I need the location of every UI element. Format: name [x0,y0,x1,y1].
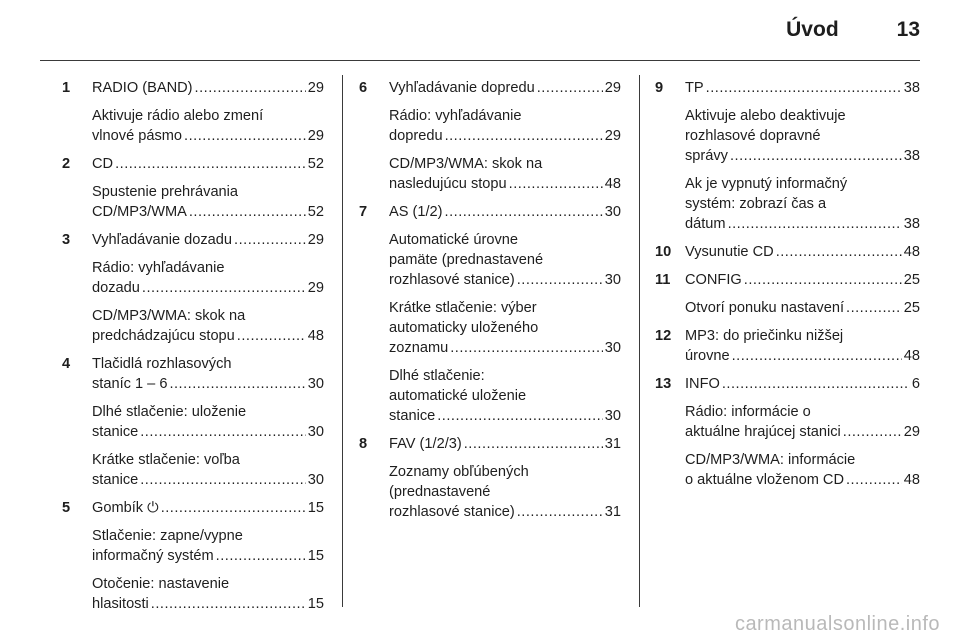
entry-label: správy [685,148,728,164]
entry-text [92,498,324,518]
toc-entry [655,270,920,318]
entry-text [92,106,324,146]
entry-label: nasledujúcu stopu [389,176,507,192]
entry-label: Vysunutie CD [685,244,774,260]
leader-dots [728,214,902,234]
entry-label: Vyhľadávanie dozadu [92,232,233,248]
entry-page-line [685,146,920,166]
entry-number: 7 [359,204,368,220]
entry-label: staníc 1 – 6 [92,376,168,392]
entry-page-ref: 29 [604,128,621,144]
toc-column-3 [655,78,920,490]
entry-text [685,402,920,442]
entry-text [92,230,324,250]
entry-page-ref: 25 [903,272,920,288]
entry-page-line [685,346,920,366]
entry-page-line [389,174,621,194]
entry-label: CD [92,156,114,172]
leader-dots [140,422,306,442]
watermark: carmanualsonline.info [734,613,940,635]
entry-text [92,526,324,566]
entry-line: (prednastavené [389,484,491,500]
entry-page-ref: 30 [604,408,621,424]
toc-entry [359,202,621,426]
entry-page-line [92,594,324,614]
entry-line: Tlačidlá rozhlasových [92,356,232,372]
page-title: Úvod [786,18,839,41]
entry-label: CD/MP3/WMA [92,204,187,220]
entry-number: 6 [359,80,368,96]
entry-page-ref: 30 [307,424,324,440]
toc-entry [62,154,324,222]
entry-number: 8 [359,436,368,452]
entry-text [685,450,920,490]
entry-line: Automatické úrovne [389,232,518,248]
leader-dots [517,270,603,290]
entry-page-ref: 29 [307,280,324,296]
toc-entry [62,78,324,146]
entry-line: Aktivuje alebo deaktivuje [685,108,846,124]
entry-page-line [389,270,621,290]
entry-label: Otvorí ponuku nastavení [685,300,845,316]
entry-text [389,202,621,222]
entry-label: o aktuálne vloženom CD [685,472,844,488]
leader-dots [776,242,902,262]
entry-page-ref: 25 [903,300,920,316]
leader-dots [732,346,902,366]
entry-page-line [685,422,920,442]
entry-line: rozhlasové dopravné [685,128,821,144]
entry-label: AS (1/2) [389,204,443,220]
leader-dots [450,338,603,358]
entry-page-line [685,214,920,234]
toc-column-2 [359,78,621,522]
entry-page-line [685,78,920,98]
entry-text [389,462,621,522]
entry-text [92,450,324,490]
entry-page-line [389,202,621,222]
entry-page-line [92,202,324,222]
toc-entry [359,434,621,522]
leader-dots [706,78,902,98]
entry-label: CONFIG [685,272,742,288]
entry-page-ref: 15 [307,596,324,612]
entry-label: predchádzajúcu stopu [92,328,235,344]
entry-text [92,154,324,174]
entry-text [92,354,324,394]
entry-text [685,78,920,98]
entry-page-line [92,498,324,518]
entry-page-ref: 29 [604,80,621,96]
leader-dots [237,326,306,346]
entry-page-line [389,502,621,522]
toc-entry [655,326,920,366]
leader-dots [722,374,910,394]
entry-text [685,270,920,290]
header-rule [40,60,920,61]
leader-dots [464,434,603,454]
entry-page-line [685,270,920,290]
entry-page-ref: 52 [307,156,324,172]
entry-text [685,298,920,318]
entry-line: Rádio: vyhľadávanie [389,108,522,124]
entry-line: Krátke stlačenie: výber [389,300,537,316]
toc-entry [62,354,324,490]
entry-page-ref: 48 [604,176,621,192]
entry-page-line [92,126,324,146]
entry-page-ref: 15 [307,548,324,564]
entry-page-line [389,338,621,358]
entry-line: Ak je vypnutý informačný [685,176,848,192]
column-divider [342,75,343,607]
leader-dots [537,78,603,98]
entry-text [685,174,920,234]
entry-label: stanice [92,424,139,440]
entry-label: vlnové pásmo [92,128,183,144]
entry-number: 10 [655,244,672,260]
entry-number: 1 [62,80,71,96]
toc-entry [359,78,621,194]
entry-line: Rádio: vyhľadávanie [92,260,225,276]
leader-dots [140,470,306,490]
entry-page-ref: 29 [307,128,324,144]
entry-line: Dlhé stlačenie: [389,368,485,384]
toc-entry [655,78,920,234]
leader-dots [161,498,306,518]
leader-dots [234,230,306,250]
entry-page-ref: 30 [604,272,621,288]
entry-label: dozadu [92,280,140,296]
leader-dots [151,594,306,614]
entry-line: automaticky uloženého [389,320,539,336]
entry-page-ref: 30 [604,340,621,356]
entry-label: úrovne [685,348,730,364]
entry-label: hlasitosti [92,596,149,612]
leader-dots [169,374,305,394]
entry-page-line [389,406,621,426]
entry-page-line [92,78,324,98]
leader-dots [509,174,603,194]
entry-number: 12 [655,328,672,344]
entry-page-line [92,422,324,442]
entry-number: 3 [62,232,71,248]
entry-page-ref: 29 [903,424,920,440]
leader-dots [445,126,603,146]
entry-page-ref: 52 [307,204,324,220]
leader-dots [437,406,603,426]
leader-dots [843,422,902,442]
entry-text [92,182,324,222]
entry-text [685,106,920,166]
page-header [786,18,920,48]
toc-column-1 [62,78,324,614]
entry-page-line [685,298,920,318]
entry-page-ref: 31 [604,436,621,452]
entry-line: pamäte (prednastavené [389,252,544,268]
entry-label: stanice [92,472,139,488]
entry-label: aktuálne hrajúcej stanici [685,424,841,440]
entry-line: Dlhé stlačenie: uloženie [92,404,247,420]
leader-dots [184,126,306,146]
entry-label: rozhlasové stanice) [389,504,515,520]
entry-page-ref: 48 [903,472,920,488]
entry-number: 9 [655,80,664,96]
entry-text [685,326,920,366]
entry-page-ref: 48 [903,348,920,364]
entry-page-ref: 29 [307,232,324,248]
entry-text [685,242,920,262]
entry-number: 5 [62,500,71,516]
entry-text [389,78,621,98]
leader-dots [517,502,603,522]
entry-label: Vyhľadávanie dopredu [389,80,535,96]
toc-entry [655,374,920,490]
leader-dots [730,146,902,166]
entry-page-ref: 30 [307,376,324,392]
entry-text [92,306,324,346]
entry-text [685,374,920,394]
entry-text [389,154,621,194]
entry-page-line [92,374,324,394]
entry-page-ref: 31 [604,504,621,520]
entry-label: INFO [685,376,720,392]
entry-text [389,106,621,146]
entry-text [92,258,324,298]
entry-line: systém: zobrazí čas a [685,196,827,212]
entry-page-ref: 38 [903,80,920,96]
entry-text [389,434,621,454]
entry-line: Aktivuje rádio alebo zmení [92,108,264,124]
entry-label: informačný systém [92,548,214,564]
entry-label: dátum [685,216,726,232]
entry-page-line [685,470,920,490]
column-divider [639,75,640,607]
entry-line: Zoznamy obľúbených [389,464,529,480]
entry-page-line [92,154,324,174]
leader-dots [445,202,603,222]
entry-number: 4 [62,356,71,372]
leader-dots [142,278,306,298]
entry-line: CD/MP3/WMA: informácie [685,452,856,468]
entry-page-ref: 6 [911,376,920,392]
entry-label: dopredu [389,128,443,144]
entry-number: 13 [655,376,672,392]
entry-page-ref: 38 [903,216,920,232]
entry-page-line [389,126,621,146]
toc-entry [655,242,920,262]
entry-page-line [389,78,621,98]
entry-line: automatické uloženie [389,388,527,404]
entry-page-ref: 30 [307,472,324,488]
entry-line: Stlačenie: zapne/vypne [92,528,243,544]
entry-page-line [92,230,324,250]
entry-page-ref: 38 [903,148,920,164]
entry-page-ref: 48 [903,244,920,260]
entry-number: 2 [62,156,71,172]
entry-line: Krátke stlačenie: voľba [92,452,240,468]
entry-page-ref: 15 [307,500,324,516]
entry-label: TP [685,80,704,96]
entry-page-line [92,326,324,346]
entry-line: CD/MP3/WMA: skok na [389,156,543,172]
entry-label: FAV (1/2/3) [389,436,462,452]
leader-dots [846,298,902,318]
toc-entry [62,230,324,346]
leader-dots [744,270,902,290]
entry-label: stanice [389,408,436,424]
entry-page-line [685,242,920,262]
entry-text [92,402,324,442]
leader-dots [195,78,306,98]
leader-dots [189,202,306,222]
entry-text [389,298,621,358]
entry-page-line [92,546,324,566]
entry-line: Otočenie: nastavenie [92,576,230,592]
entry-label: Gombík ⏻ [92,500,159,516]
entry-number: 11 [655,272,671,288]
entry-page-ref: 30 [604,204,621,220]
entry-page-line [92,470,324,490]
entry-page-line [92,278,324,298]
entry-line: Spustenie prehrávania [92,184,239,200]
leader-dots [216,546,306,566]
entry-text [92,78,324,98]
entry-page-line [389,434,621,454]
entry-line: MP3: do priečinku nižšej [685,328,844,344]
entry-text [92,574,324,614]
leader-dots [846,470,902,490]
entry-text [389,230,621,290]
entry-line: Rádio: informácie o [685,404,811,420]
entry-page-ref: 29 [307,80,324,96]
leader-dots [115,154,306,174]
entry-page-ref: 48 [307,328,324,344]
entry-line: CD/MP3/WMA: skok na [92,308,246,324]
entry-label: rozhlasové stanice) [389,272,515,288]
entry-label: RADIO (BAND) [92,80,193,96]
entry-text [389,366,621,426]
entry-page-line [685,374,920,394]
entry-label: zoznamu [389,340,449,356]
page-number: 13 [896,18,920,41]
toc-entry [62,498,324,614]
